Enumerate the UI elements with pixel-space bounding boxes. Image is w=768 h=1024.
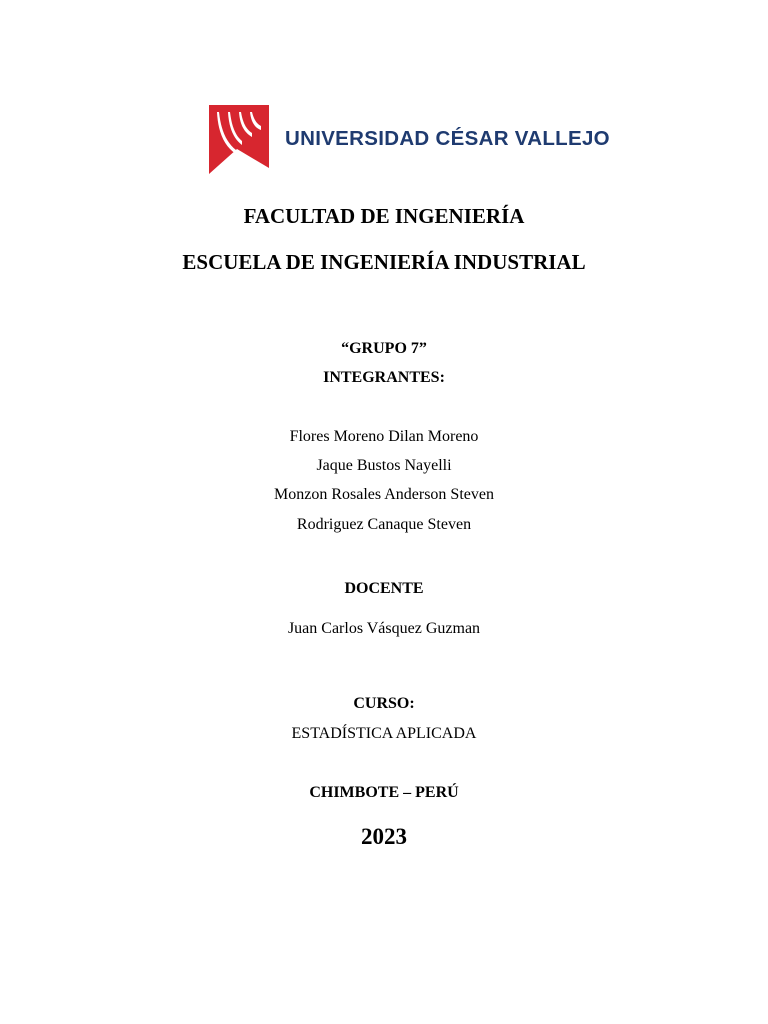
member-name: Jaque Bustos Nayelli <box>316 457 452 474</box>
group-label: “GRUPO 7” <box>341 340 427 357</box>
members-heading: INTEGRANTES: <box>323 369 445 386</box>
university-shield-icon <box>209 105 269 174</box>
school-title: ESCUELA DE INGENIERÍA INDUSTRIAL <box>182 250 586 274</box>
member-name: Flores Moreno Dilan Moreno <box>289 428 479 445</box>
course-heading: CURSO: <box>353 695 415 712</box>
location-label: CHIMBOTE – PERÚ <box>309 784 459 801</box>
teacher-heading: DOCENTE <box>344 580 424 597</box>
member-name: Monzon Rosales Anderson Steven <box>274 486 494 503</box>
course-name: ESTADÍSTICA APLICADA <box>291 725 477 742</box>
university-name: UNIVERSIDAD CÉSAR VALLEJO <box>285 127 610 150</box>
faculty-title: FACULTAD DE INGENIERÍA <box>243 204 525 228</box>
teacher-name: Juan Carlos Vásquez Guzman <box>287 620 481 637</box>
member-name: Rodriguez Canaque Steven <box>296 516 472 533</box>
year-label: 2023 <box>361 824 407 849</box>
university-logo <box>207 102 610 174</box>
